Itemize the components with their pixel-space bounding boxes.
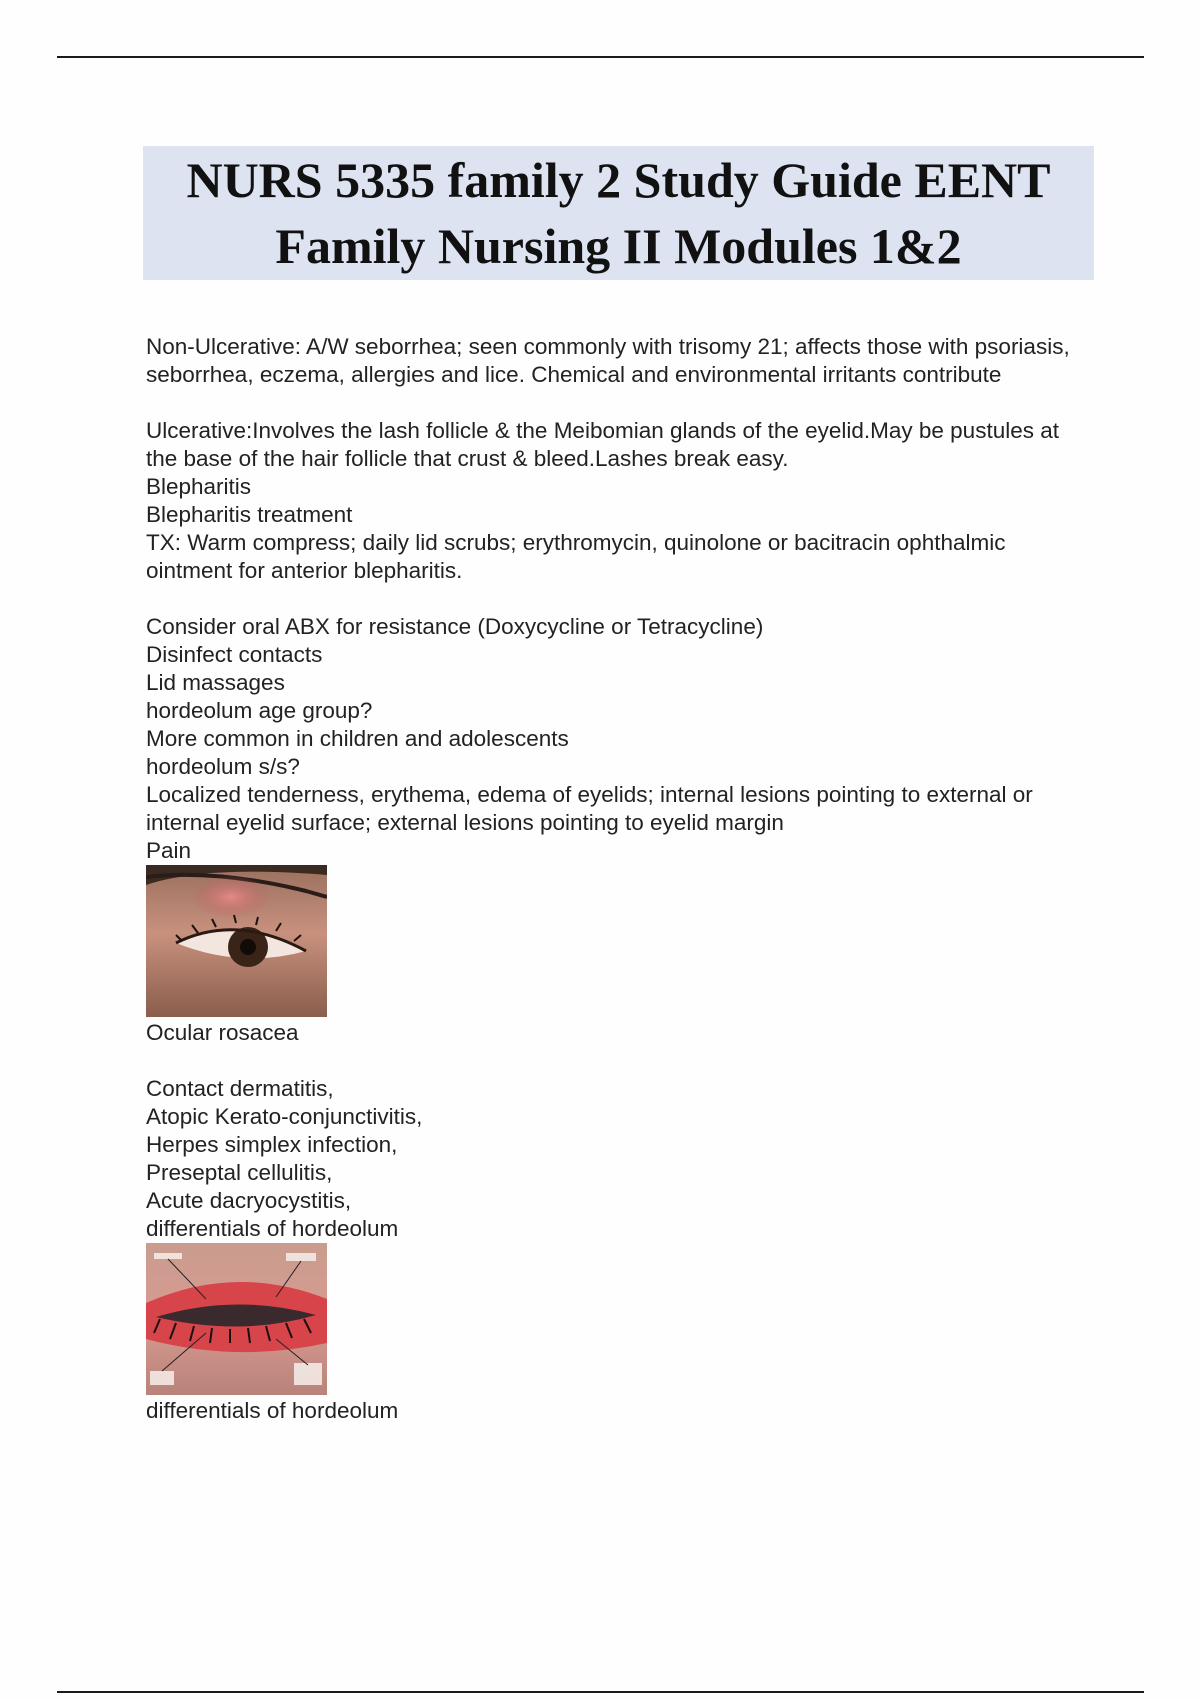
differentials-label-1: differentials of hordeolum [146, 1216, 399, 1241]
bottom-rule [57, 1691, 1144, 1693]
blepharitis-treatment-term: Blepharitis treatment [146, 502, 353, 527]
hordeolum-age-question: hordeolum age group? [146, 698, 373, 723]
herpes-text: Herpes simplex infection, [146, 1132, 398, 1157]
lid-massages-text: Lid massages [146, 670, 285, 695]
hordeolum-age-answer: More common in children and adolescents [146, 726, 569, 751]
spacer [146, 389, 1086, 417]
differentials-label-2: differentials of hordeolum [146, 1398, 399, 1423]
ocular-rosacea-text: Ocular rosacea [146, 1020, 299, 1045]
ulcerative-text: Ulcerative:Involves the lash follicle & the Meibomian glands of the eyelid.May be pustules at the base of the hair follicle that crust & bleed.Lashes break easy. [146, 418, 1059, 471]
spacer [146, 585, 1086, 613]
contact-dermatitis-text: Contact dermatitis, [146, 1076, 334, 1101]
disinfect-text: Disinfect contacts [146, 642, 323, 667]
preseptal-text: Preseptal cellulitis, [146, 1160, 333, 1185]
atopic-text: Atopic Kerato-conjunctivitis, [146, 1104, 423, 1129]
title-line-2: Family Nursing II Modules 1&2 [275, 218, 962, 274]
spacer [146, 1047, 1086, 1075]
hordeolum-ss-question: hordeolum s/s? [146, 754, 300, 779]
blepharitis-eyelid-photo [146, 1243, 327, 1395]
oral-abx-text: Consider oral ABX for resistance (Doxycycline or Tetracycline) [146, 614, 764, 639]
treatment-text: TX: Warm compress; daily lid scrubs; erythromycin, quinolone or bacitracin ophthalmic ointment for anterior blepharitis. [146, 530, 1006, 583]
title-banner [143, 146, 1094, 280]
document-body [146, 333, 1086, 1425]
hordeolum-ss-answer: Localized tenderness, erythema, edema of eyelids; internal lesions pointing to external or internal eyelid surface; external lesions pointing to eyelid margin [146, 782, 1033, 835]
non-ulcerative-text: Non-Ulcerative: A/W seborrhea; seen commonly with trisomy 21; affects those with psoriasis, seborrhea, eczema, allergies and lice. Chemical and environmental irritants contribute [146, 334, 1070, 387]
dacryocystitis-text: Acute dacryocystitis, [146, 1188, 352, 1213]
pain-text: Pain [146, 838, 192, 863]
hordeolum-eyelid-photo [146, 865, 327, 1017]
title-line-1: NURS 5335 family 2 Study Guide EENT [186, 152, 1051, 208]
top-rule [57, 56, 1144, 58]
blepharitis-term: Blepharitis [146, 474, 252, 499]
